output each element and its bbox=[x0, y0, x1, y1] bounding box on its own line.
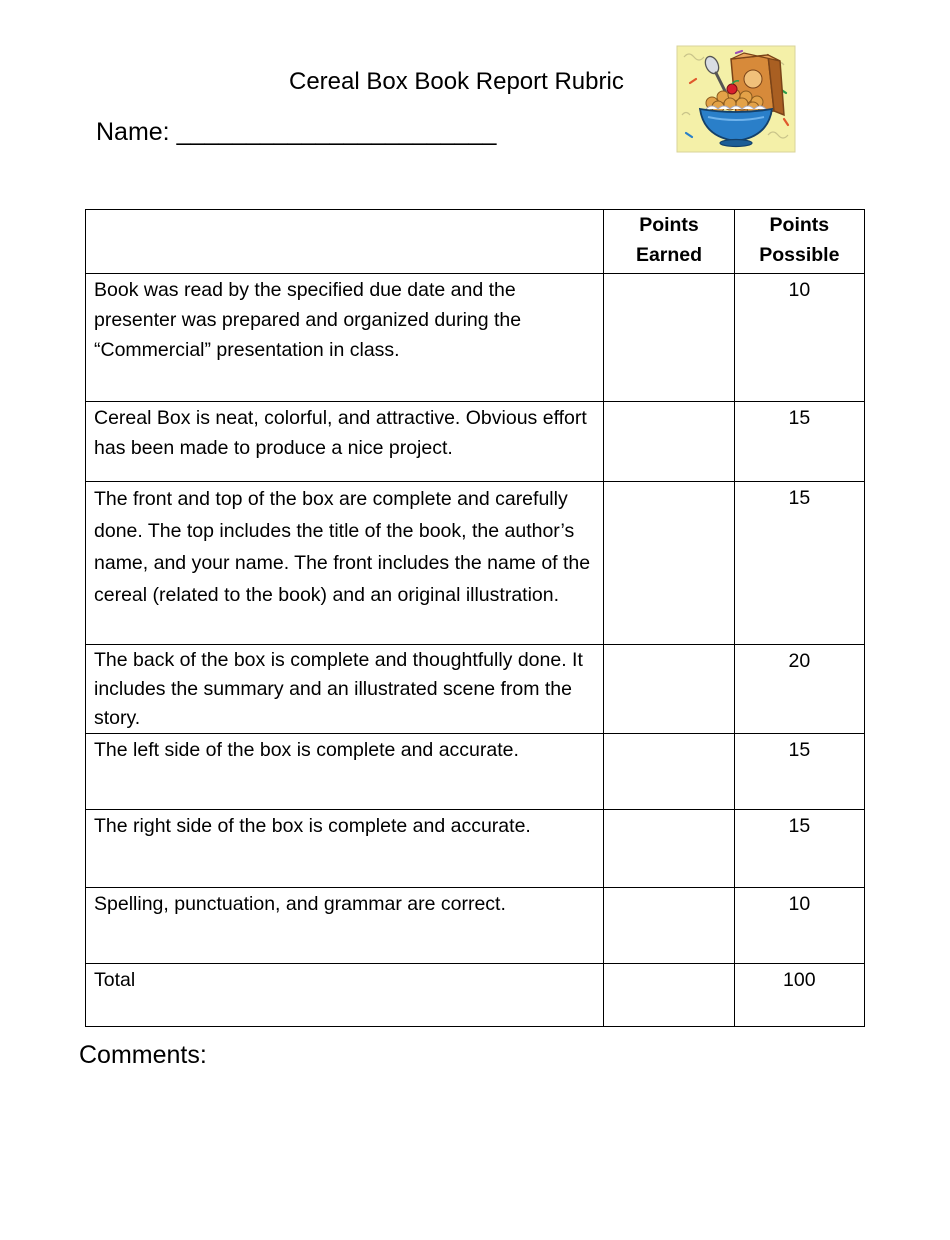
cereal-bowl-and-box-icon bbox=[676, 45, 796, 153]
page-title: Cereal Box Book Report Rubric bbox=[289, 68, 624, 95]
table-row bbox=[86, 734, 865, 810]
points-possible-cell: 15 bbox=[734, 810, 864, 888]
header-criteria-cell bbox=[86, 210, 604, 274]
points-earned-cell bbox=[604, 482, 734, 645]
points-earned-cell bbox=[604, 645, 734, 734]
table-row bbox=[86, 482, 865, 645]
total-possible-cell: 100 bbox=[734, 964, 864, 1027]
table-row bbox=[86, 645, 865, 734]
total-label-cell: Total bbox=[86, 964, 604, 1027]
table-row bbox=[86, 810, 865, 888]
points-possible-cell: 15 bbox=[734, 402, 864, 482]
rubric-table bbox=[85, 209, 865, 1027]
comments-label: Comments: bbox=[79, 1041, 207, 1069]
table-row bbox=[86, 274, 865, 402]
points-earned-cell bbox=[604, 402, 734, 482]
table-total-row bbox=[86, 964, 865, 1027]
criteria-cell: The front and top of the box are complete and carefully done. The top includes the title of the book, the author’s name, and your name. The front includes the name of the cereal (related to the book) and an original illustration. bbox=[86, 482, 604, 645]
name-field-line: Name: _______________________ bbox=[96, 118, 497, 146]
header-points-possible: Points Possible bbox=[734, 210, 864, 274]
criteria-cell: Spelling, punctuation, and grammar are correct. bbox=[86, 888, 604, 964]
criteria-cell: Book was read by the specified due date and the presenter was prepared and organized during the “Commercial” presentation in class. bbox=[86, 274, 604, 402]
points-earned-cell bbox=[604, 734, 734, 810]
points-possible-cell: 15 bbox=[734, 482, 864, 645]
table-header-row bbox=[86, 210, 865, 274]
points-possible-cell: 20 bbox=[734, 645, 864, 734]
criteria-cell: Cereal Box is neat, colorful, and attractive. Obvious effort has been made to produce a nice project. bbox=[86, 402, 604, 482]
points-possible-cell: 15 bbox=[734, 734, 864, 810]
criteria-cell: The back of the box is complete and thoughtfully done. It includes the summary and an illustrated scene from the story. bbox=[86, 645, 604, 734]
points-possible-cell: 10 bbox=[734, 274, 864, 402]
table-row bbox=[86, 888, 865, 964]
total-earned-cell bbox=[604, 964, 734, 1027]
points-possible-cell: 10 bbox=[734, 888, 864, 964]
criteria-cell: The right side of the box is complete and accurate. bbox=[86, 810, 604, 888]
points-earned-cell bbox=[604, 274, 734, 402]
criteria-cell: The left side of the box is complete and accurate. bbox=[86, 734, 604, 810]
header-points-earned: Points Earned bbox=[604, 210, 734, 274]
table-row bbox=[86, 402, 865, 482]
points-earned-cell bbox=[604, 888, 734, 964]
points-earned-cell bbox=[604, 810, 734, 888]
